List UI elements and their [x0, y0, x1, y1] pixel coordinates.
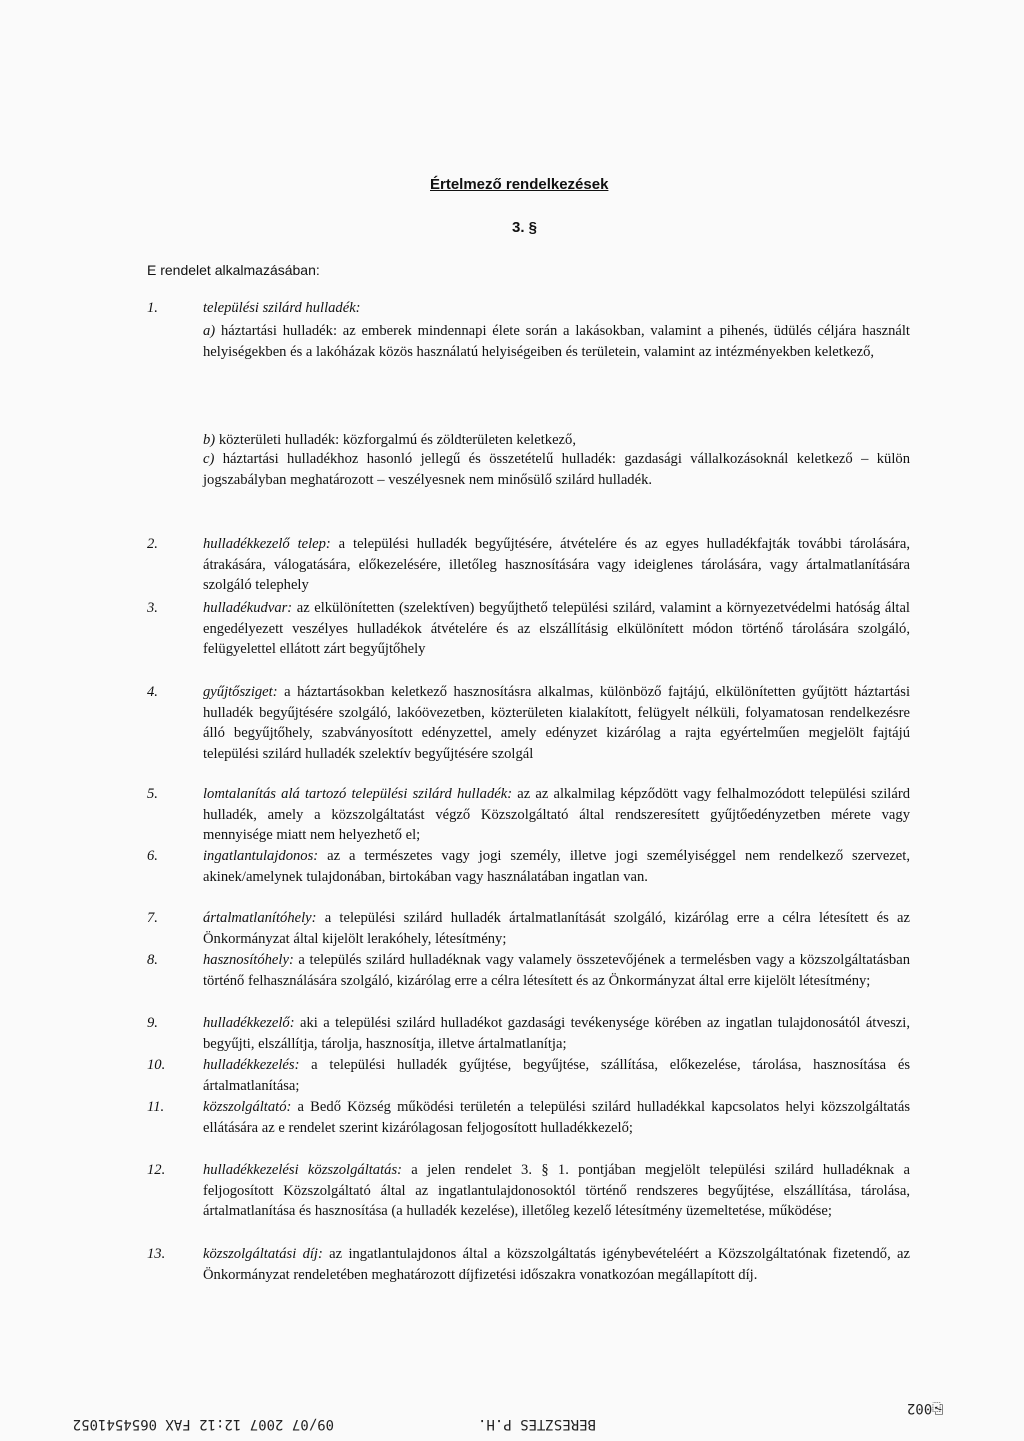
definition-text: az elkülönítetten (szelektíven) begyűjthető települési szilárd, valamint a környezetvédelmi hatóság által engedélyezett veszélyes hulladékok átvételére és az elszállításig elkülönített módon történő tárolására szolgáló, felügyelettel ellátott zárt begyűjtőhely: [203, 600, 910, 657]
item-1-term: [203, 298, 910, 319]
section-heading: Értelmező rendelkezések: [430, 176, 609, 193]
definition-text: a Bedő Község működési területén a települési szilárd hulladékkal kapcsolatos helyi közszolgáltatás ellátására az e rendelet szerint kizárólagosan feljogosított hulladékkezelő;: [203, 1099, 910, 1136]
item-number: 2.: [147, 536, 158, 552]
item-number: 6.: [147, 848, 158, 864]
definition-item: [203, 598, 910, 660]
item-number: 7.: [147, 910, 158, 926]
definition-item: [203, 1244, 910, 1285]
definition-term: hulladékkezelő:: [203, 1015, 295, 1031]
definition-text: a települési hulladék begyűjtésére, átvételére és az egyes hulladékfajták további tárolására, átrakására, válogatására, előkezelésére, illetőleg hasznosítására vagy ideiglenes tárolására, vagy ártalmatlanítására szolgáló telephely: [203, 536, 910, 593]
definition-term: ártalmatlanítóhely:: [203, 910, 317, 926]
definition-text: aki a települési szilárd hulladékot gazdasági tevékenysége körében az ingatlan tulajdonosától átveszi, begyűjti, elszállítja, tárolja, hasznosítja, illetve ártalmatlanítja;: [203, 1015, 910, 1052]
definition-item: [203, 908, 910, 949]
definition-item: [203, 846, 910, 887]
item-number: 4.: [147, 684, 158, 700]
definition-text: az az alkalmilag képződött vagy felhalmozódott települési szilárd hulladék, amely a közszolgáltatást végző Közszolgáltató által rendszeresített gyűjtőedényzetben mérete vagy mennyisége miatt nem helyezhető el;: [203, 786, 910, 843]
definition-term: hulladékkezelő telep:: [203, 536, 331, 552]
section-number: 3. §: [512, 219, 538, 236]
fax-date: 09/07 2007 12:12 FAX 0654541052: [72, 1416, 334, 1432]
item-number: 5.: [147, 786, 158, 802]
item-number: 13.: [147, 1246, 166, 1262]
item-number: 8.: [147, 952, 158, 968]
definition-item: [203, 1055, 910, 1096]
item-number: 12.: [147, 1162, 166, 1178]
definition-item: [203, 682, 910, 764]
sub-item-text: közterületi hulladék: közforgalmú és zöldterületen keletkező,: [218, 432, 576, 448]
item-number: 1.: [147, 300, 158, 316]
sub-item-text: háztartási hulladék: az emberek mindennapi élete során a lakásokban, valamint a pihenés, üdülés céljára használt helyiségekben és a lakóházak közös használatú helyiségeiben és területein, valamint az intézményekben keletkező,: [203, 323, 910, 360]
definition-text: a település szilárd hulladéknak vagy valamely összetevőjének a termelésben vagy a közszolgáltatásban történő felhasználására szolgáló, kizárólag erre a célra létesített és az Önkormányzat által erre kijelölt létesítmény;: [203, 952, 910, 989]
sub-item-label: c): [203, 451, 215, 467]
definition-item: [203, 1097, 910, 1138]
fax-page-number: ⎘002: [906, 1400, 944, 1416]
definition-item: [203, 1013, 910, 1054]
definition-term: lomtalanítás alá tartozó települési szilárd hulladék:: [203, 786, 513, 802]
fax-page-icon: ⎘: [932, 1400, 944, 1416]
definition-text: a települési hulladék gyűjtése, begyűjtése, szállítása, előkezelése, tárolása, hasznosítása és ártalmatlanítása;: [203, 1057, 910, 1094]
definition-item: [203, 950, 910, 991]
definition-text: az ingatlantulajdonos által a közszolgáltatás igénybevételéért a Közszolgáltatónak fizetendő, az Önkormányzat rendeletében meghatározott díjfizetési időszakra vonatkozóan megállapított díj.: [203, 1246, 910, 1283]
definition-term: hulladékkezelési közszolgáltatás:: [203, 1162, 402, 1178]
definition-term: ingatlantulajdonos:: [203, 848, 319, 864]
item-1-c: [203, 449, 910, 490]
definition-term: hulladékkezelés:: [203, 1057, 300, 1073]
definition-term: közszolgáltatási díj:: [203, 1246, 323, 1262]
definition-text: a háztartásokban keletkező hasznosításra alkalmas, különböző fajtájú, elkülönítetten gyűjtött háztartási hulladék begyűjtésére szolgáló, lakóövezetben, közterületen kialakított, felügyelt nélküli, folyamatosan rendelkezésre álló begyűjtőhely, szabványosított edényzettel, amely edényzet kizárólag a rajta egyértelműen megjelölt fajtájú települési szilárd hulladék szelektív begyűjtésére szolgál: [203, 684, 910, 762]
definition-text: az a természetes vagy jogi személy, illetve jogi személyiséggel nem rendelkező szervezet, akinek/amelynek tulajdonában, birtokában vagy használatában ingatlan van.: [203, 848, 910, 885]
item-number: 3.: [147, 600, 158, 616]
definition-term: hulladékudvar:: [203, 600, 293, 616]
item-number: 10.: [147, 1057, 166, 1073]
definition-item: [203, 534, 910, 596]
definition-item: [203, 784, 910, 846]
item-1-b: [203, 430, 910, 451]
sub-item-label: a): [203, 323, 216, 339]
fax-sender: BERESZTES P.H.: [477, 1416, 596, 1432]
fax-header: [0, 1400, 1024, 1432]
definition-text: a települési szilárd hulladék ártalmatlanítását szolgáló, kizárólag erre a célra létesített és az Önkormányzat által kijelölt lerakóhely, létesítmény;: [203, 910, 910, 947]
intro-text: E rendelet alkalmazásában:: [147, 262, 320, 278]
sub-item-text: háztartási hulladékhoz hasonló jellegű és összetételű hulladék: gazdasági vállalkozásoknál keletkező – külön jogszabályban meghatározott – veszélyesnek nem minősülő szilárd hulladék.: [203, 451, 910, 488]
definition-term: hasznosítóhely:: [203, 952, 294, 968]
definition-item: [203, 1160, 910, 1222]
definition-term: gyűjtősziget:: [203, 684, 278, 700]
definition-text: a jelen rendelet 3. § 1. pontjában megjelölt települési szilárd hulladéknak a feljogosított Közszolgáltató által az ingatlantulajdonosoktól történő rendszeres begyűjtése, elszállítása, tárolása, ártalmatlanítása és hasznosítása (a hulladék kezelése), illetőleg kezelő létesítmény üzemeltetése, működése;: [203, 1162, 910, 1219]
definition-term: települési szilárd hulladék:: [203, 300, 361, 316]
item-1-a: [203, 321, 910, 362]
item-number: 11.: [147, 1099, 165, 1115]
sub-item-label: b): [203, 432, 216, 448]
definition-term: közszolgáltató:: [203, 1099, 292, 1115]
item-number: 9.: [147, 1015, 158, 1031]
